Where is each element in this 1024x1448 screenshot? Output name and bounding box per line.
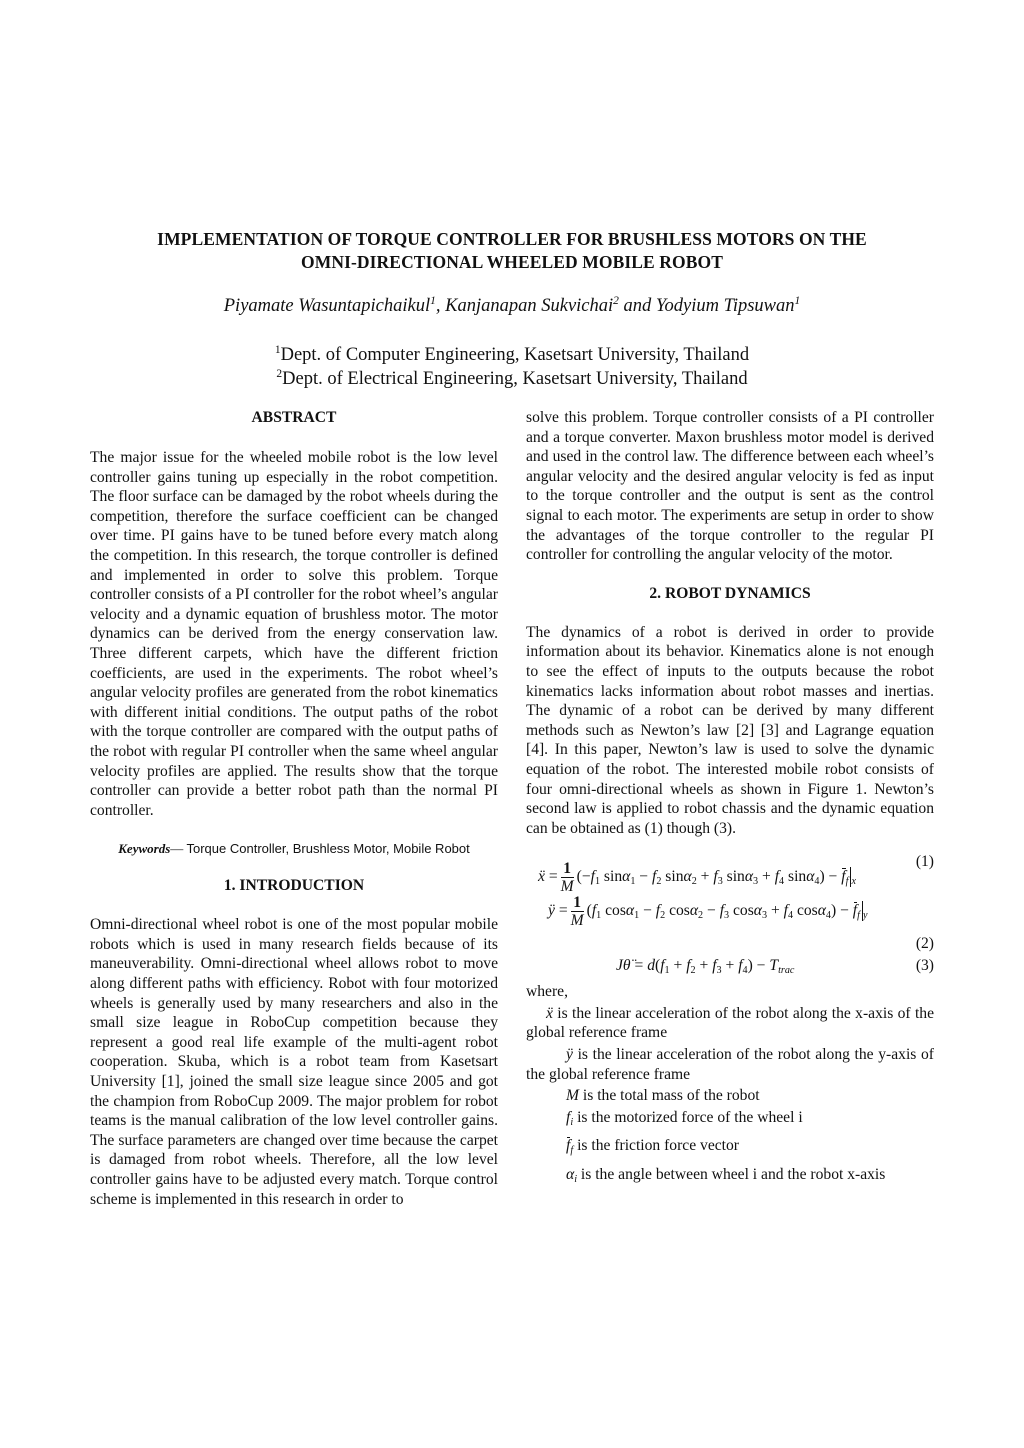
eq1-lhs: ẍ xyxy=(538,868,545,886)
author-3: Yodyium Tipsuwan xyxy=(655,296,795,316)
title-line-1: IMPLEMENTATION OF TORQUE CONTROLLER FOR BRUSHLESS MOTORS ON THE xyxy=(157,229,867,249)
author-list xyxy=(90,294,934,318)
definition-item: ÿ is the linear acceleration of the robot along the y-axis of the global reference frame xyxy=(526,1046,934,1083)
keywords-label: Keywords xyxy=(118,841,171,857)
author-2: Kanjanapan Sukvichai xyxy=(445,296,614,316)
definition-item: ff is the friction force vector xyxy=(566,1137,740,1157)
affiliation-1 xyxy=(90,343,934,367)
definition-item: M is the total mass of the robot xyxy=(566,1087,760,1105)
equation-1: ẍ = $\frac{1}{M}$ (−f1 sinα1 − f2 sinα2 + f3 sinα3 + f4 sinα4) − ff x (1) xyxy=(538,853,934,896)
right-column xyxy=(526,408,934,1190)
eq3-lhs: Jθ̈ xyxy=(616,957,631,975)
affiliation-2-text: Dept. of Electrical Engineering, Kasetsart University, Thailand xyxy=(282,369,748,389)
intro-text: Omni-directional wheel robot is one of the most popular mobile robots which is used in many research fields because of its maneuverability. Omni-directional wheel allows robot to move along different paths with efficiency. Robot with four motorized wheels is generally used by many researchers and also in the small size league in RoboCup competition because they represent a good real life example of the multi-agent robot cooperation. Skuba, which is a robot team from Kasetsart University [1], joined the small size league since 2005 and got the champion from RoboCup 2009. The major problem for robot teams is the manual calibration of the low level controller gains. The surface parameters are changed over time because the carpet is damaged from robot wheels. Therefore, all the low level controller gains have to be adjusted every match. Torque control scheme is implemented in this research in order to xyxy=(90,916,498,1208)
affiliation-2-marker: 2 xyxy=(276,368,283,381)
author-3-affil: 1 xyxy=(794,295,801,308)
affiliation-2 xyxy=(90,367,934,391)
eq1-number: (1) xyxy=(915,853,934,871)
eq2-lhs: ÿ xyxy=(548,902,555,920)
eq1-fraction: $\frac{1}{M}$ xyxy=(560,860,574,896)
author-1-affil: 1 xyxy=(430,295,436,308)
definition-item: ẍ is the linear acceleration of the robot along the x-axis of the global reference frame xyxy=(526,1004,934,1042)
author-1: Piyamate Wasuntapichaikul xyxy=(223,296,431,316)
title-line-2: OMNI-DIRECTIONAL WHEELED MOBILE ROBOT xyxy=(301,252,723,272)
where-label: where, xyxy=(526,983,568,1001)
symbol-definitions xyxy=(526,1004,934,1190)
affiliation-1-marker: 1 xyxy=(274,344,281,357)
keywords xyxy=(90,840,498,858)
definition-item: fi is the motorized force of the wheel i xyxy=(566,1108,803,1128)
abstract-heading: ABSTRACT xyxy=(251,409,337,426)
keywords-dash: — xyxy=(170,841,187,857)
intro-continuation: solve this problem. Torque controller consists of a PI controller and a torque converter. Maxon brushless motor model is derived and used in the control law. The difference between each wheel’s angular velocity and the desired angular velocity is fed as input to the torque controller and the output is sent as the control signal to each motor. The experiments are setup in order to show the advantages of the torque controller to the regular PI controller for controlling the angular velocity of the motor. xyxy=(526,409,934,564)
affiliation-1-text: Dept. of Computer Engineering, Kasetsart University, Thailand xyxy=(280,345,750,365)
abstract-text: The major issue for the wheeled mobile robot is the low level controller gains tuning up especially in the robot competition. The floor surface can be damaged by the robot wheels during the competition, therefore the surface coefficient can be changed over time. PI gains have to be tuned before every match along the competition. In this research, the torque controller is defined and implemented in order to solve this problem. Torque controller consists of a PI controller for the robot wheel’s angular velocity and a dynamic equation of brushless motor. The motor dynamics can be derived from the energy conservation law. Three different carpets, which have the different friction coefficients, are used in the experiments. The robot wheel’s angular velocity profiles are generated from the robot kinematics with different initial conditions. The output paths of the robot with the torque controller are compared with the output paths of the robot with regular PI controller when the same wheel angular velocity profiles are applied. The results show that the torque controller can provide a better robot path than the normal PI controller. xyxy=(90,449,498,819)
eq2-fraction: $\frac{1}{M}$ xyxy=(570,894,584,930)
author-separator: , xyxy=(435,296,446,316)
eq2-number: (2) xyxy=(915,935,934,953)
definition-item: αi is the angle between wheel i and the robot x-axis xyxy=(566,1166,886,1186)
dynamics-heading: 2. ROBOT DYNAMICS xyxy=(649,584,811,602)
equation-3: Jθ̈ = d(f1 + f2 + f3 + f4) − Ttrac (3) xyxy=(616,957,934,977)
author-2-affil: 2 xyxy=(613,295,619,308)
intro-heading: 1. INTRODUCTION xyxy=(223,877,365,895)
paper-title xyxy=(90,228,934,274)
eq3-number: (3) xyxy=(915,957,934,975)
equation-2: ÿ = $\frac{1}{M}$ (f1 cosα1 − f2 cosα2 − f3 cosα3 + f4 cosα4) − ff y (2) xyxy=(548,894,934,953)
left-column xyxy=(90,408,498,1209)
affiliations xyxy=(90,343,934,391)
keywords-text: Torque Controller, Brushless Motor, Mobile Robot xyxy=(186,841,470,857)
dynamics-text: The dynamics of a robot is derived in order to provide information about its behavior. Kinematics alone is not enough to see the effect of inputs to the outputs because the robot kinematics lacks information about robot masses and inertias. The dynamic of a robot can be derived by many different methods such as Newton’s law [2] [3] and Lagrange equation [4]. In this paper, Newton’s law is used to solve the dynamic equation of the robot. The interested mobile robot consists of four omni-directional wheels as shown in Figure 1. Newton’s second law is applied to robot chassis and the dynamic equation can be obtained as (1) though (3). xyxy=(526,623,934,837)
author-separator: and xyxy=(618,296,656,316)
